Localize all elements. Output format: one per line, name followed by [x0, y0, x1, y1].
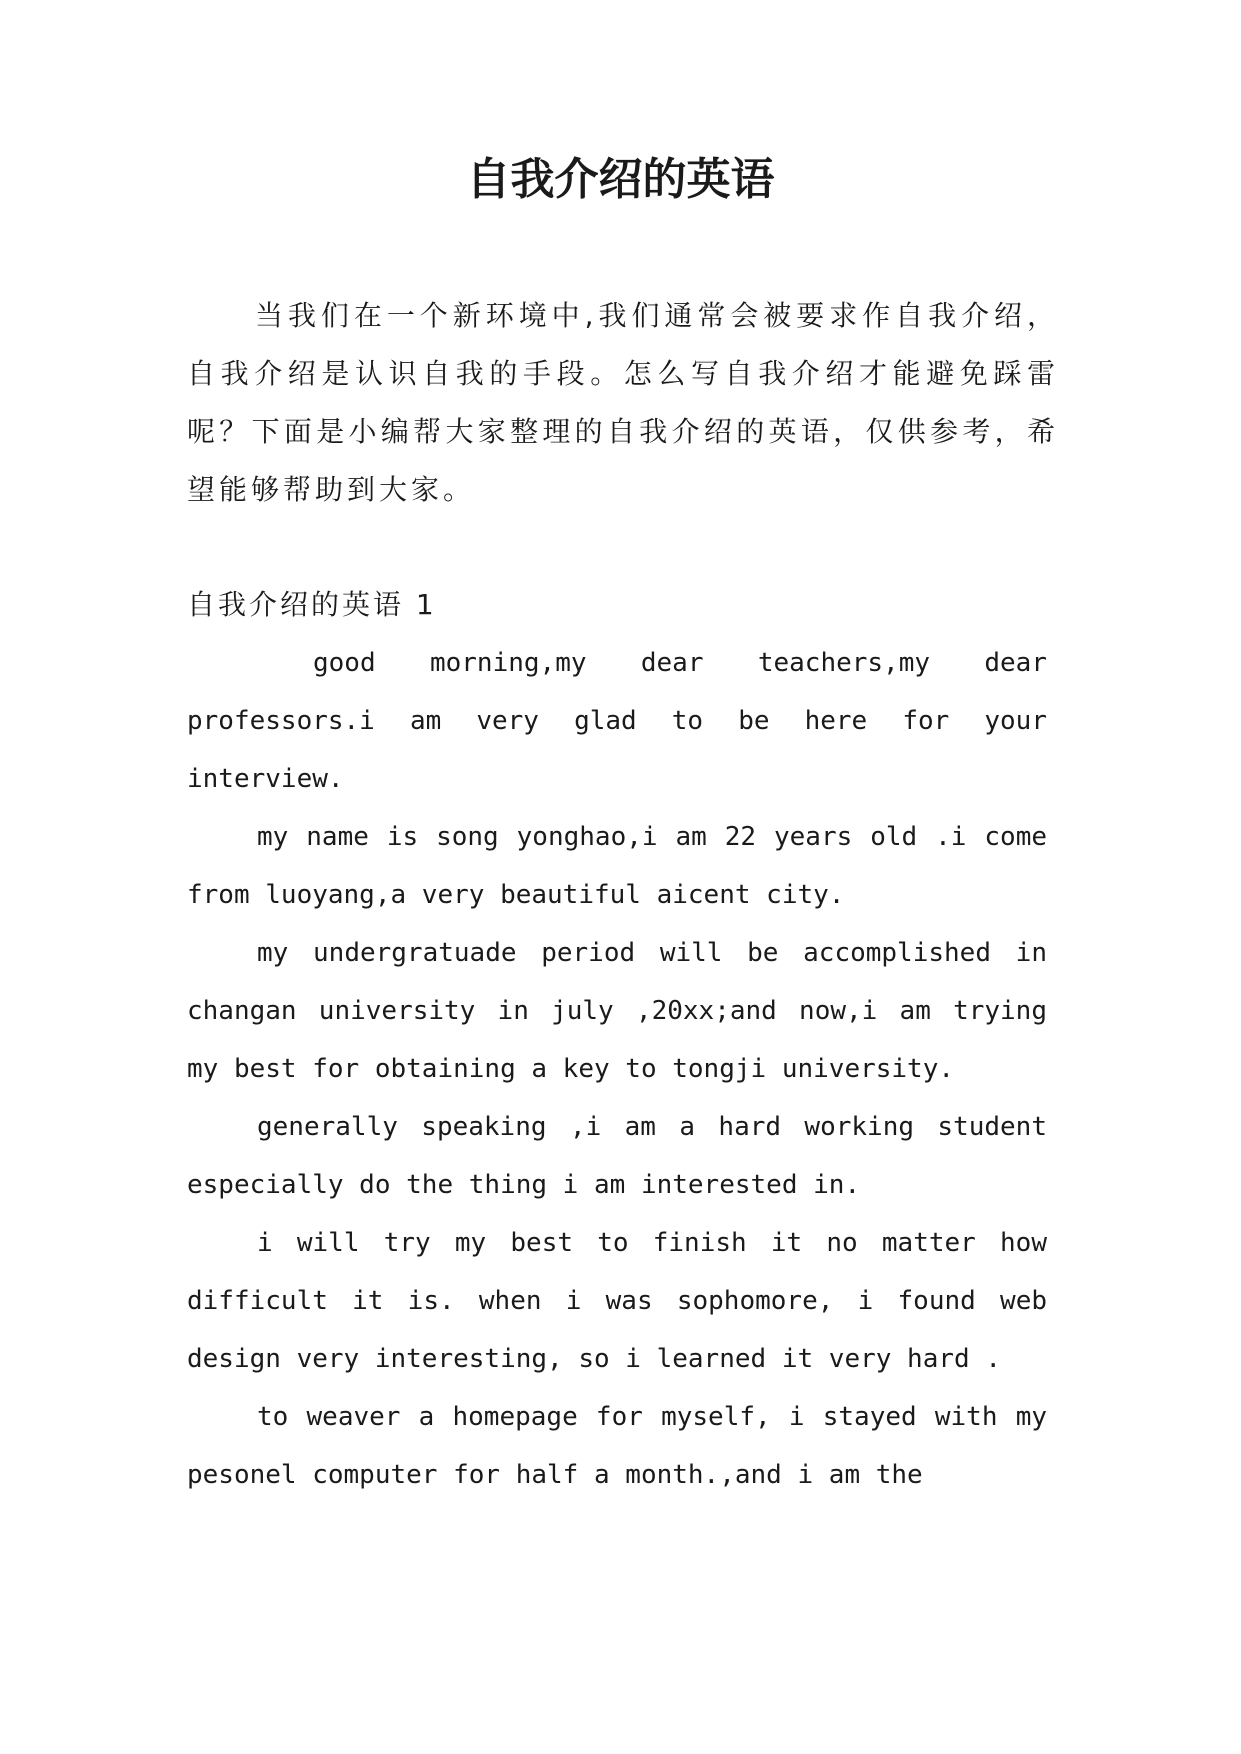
document-title: 自我介绍的英语: [466, 154, 775, 205]
paragraph-education: my undergratuade period will be accomplished in changan university in july ,20xx;and now,i am trying my best for obtaining a key to tongji university.: [187, 938, 1047, 1084]
paragraph-name: my name is song yonghao,i am 22 years old .i come from luoyang,a very beautiful aicent city.: [187, 822, 1047, 910]
paragraph-personality: generally speaking ,i am a hard working student especially do the thing i am interested in.: [187, 1112, 1047, 1200]
body-text: [187, 634, 1047, 1504]
paragraph-greeting: good morning,my dear teachers,my dear professors.i am very glad to be here for your interview.: [187, 648, 1047, 794]
intro-paragraph: 当我们在一个新环境中,我们通常会被要求作自我介绍，自我介绍是认识自我的手段。怎么写自我介绍才能避免踩雷呢？下面是小编帮大家整理的自我介绍的英语，仅供参考，希望能够帮助到大家。: [187, 299, 1059, 506]
paragraph-homepage: to weaver a homepage for myself, i stayed with my pesonel computer for half a month.,and i am the: [187, 1402, 1047, 1490]
paragraph-effort: i will try my best to finish it no matter how difficult it is. when i was sophomore, i found web design very interesting, so i learned it very hard .: [187, 1228, 1047, 1374]
section-heading: 自我介绍的英语 1: [187, 588, 437, 621]
